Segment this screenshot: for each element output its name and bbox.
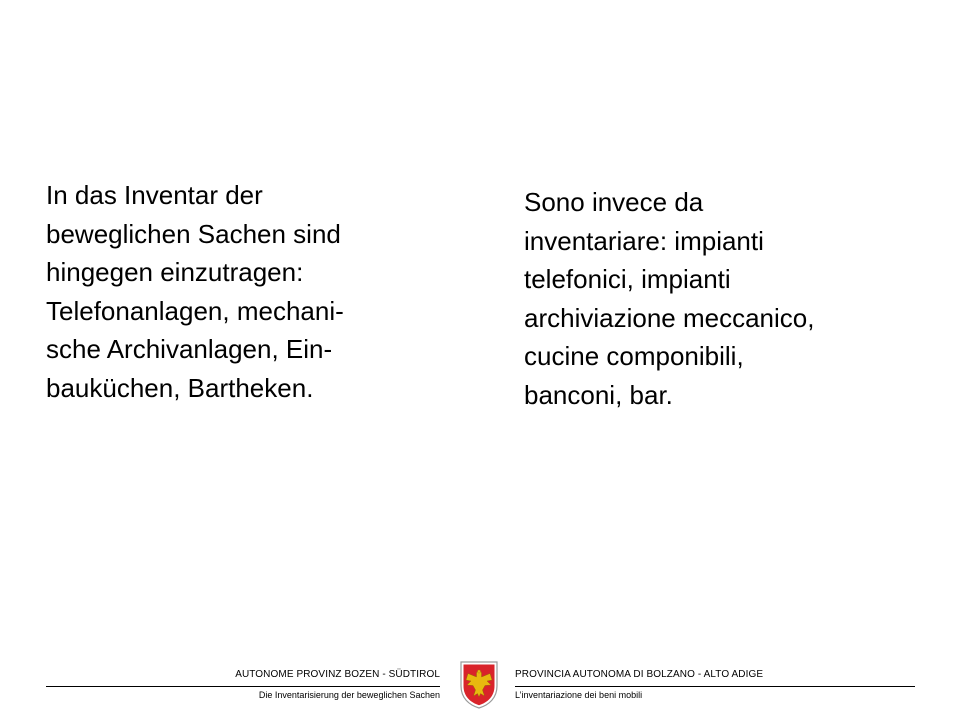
footer-subtitle-italian: L’inventariazione dei beni mobili [515,690,643,700]
german-line: In das Inventar der [46,180,263,210]
italian-text-block [524,183,924,414]
footer-province-italian: PROVINCIA AUTONOMA DI BOLZANO - ALTO ADIGE [515,669,764,680]
german-line: Telefonanlagen, mechani- [46,295,344,326]
italian-line: cucine componibili, [524,341,744,371]
footer-divider-left [46,686,440,687]
footer-province-german: AUTONOME PROVINZ BOZEN - SÜDTIROL [235,669,440,680]
footer-divider-right [515,686,915,687]
italian-line: telefonici, impianti [524,264,731,294]
german-line: hingegen einzutragen: [46,257,304,287]
german-text-block [46,176,446,407]
italian-line: Sono invece da [524,187,704,217]
footer-subtitle-german: Die Inventarisierung der beweglichen Sachen [258,690,440,700]
italian-line: inventariare: impianti [524,225,764,256]
coat-of-arms-icon [459,660,499,710]
german-line: sche Archivanlagen, Ein- [46,334,333,364]
german-line: bauküchen, Bartheken. [46,372,314,403]
german-line: beweglichen Sachen sind [46,218,341,249]
italian-line: archiviazione meccanico, [524,302,815,333]
italian-line: banconi, bar. [524,379,673,410]
